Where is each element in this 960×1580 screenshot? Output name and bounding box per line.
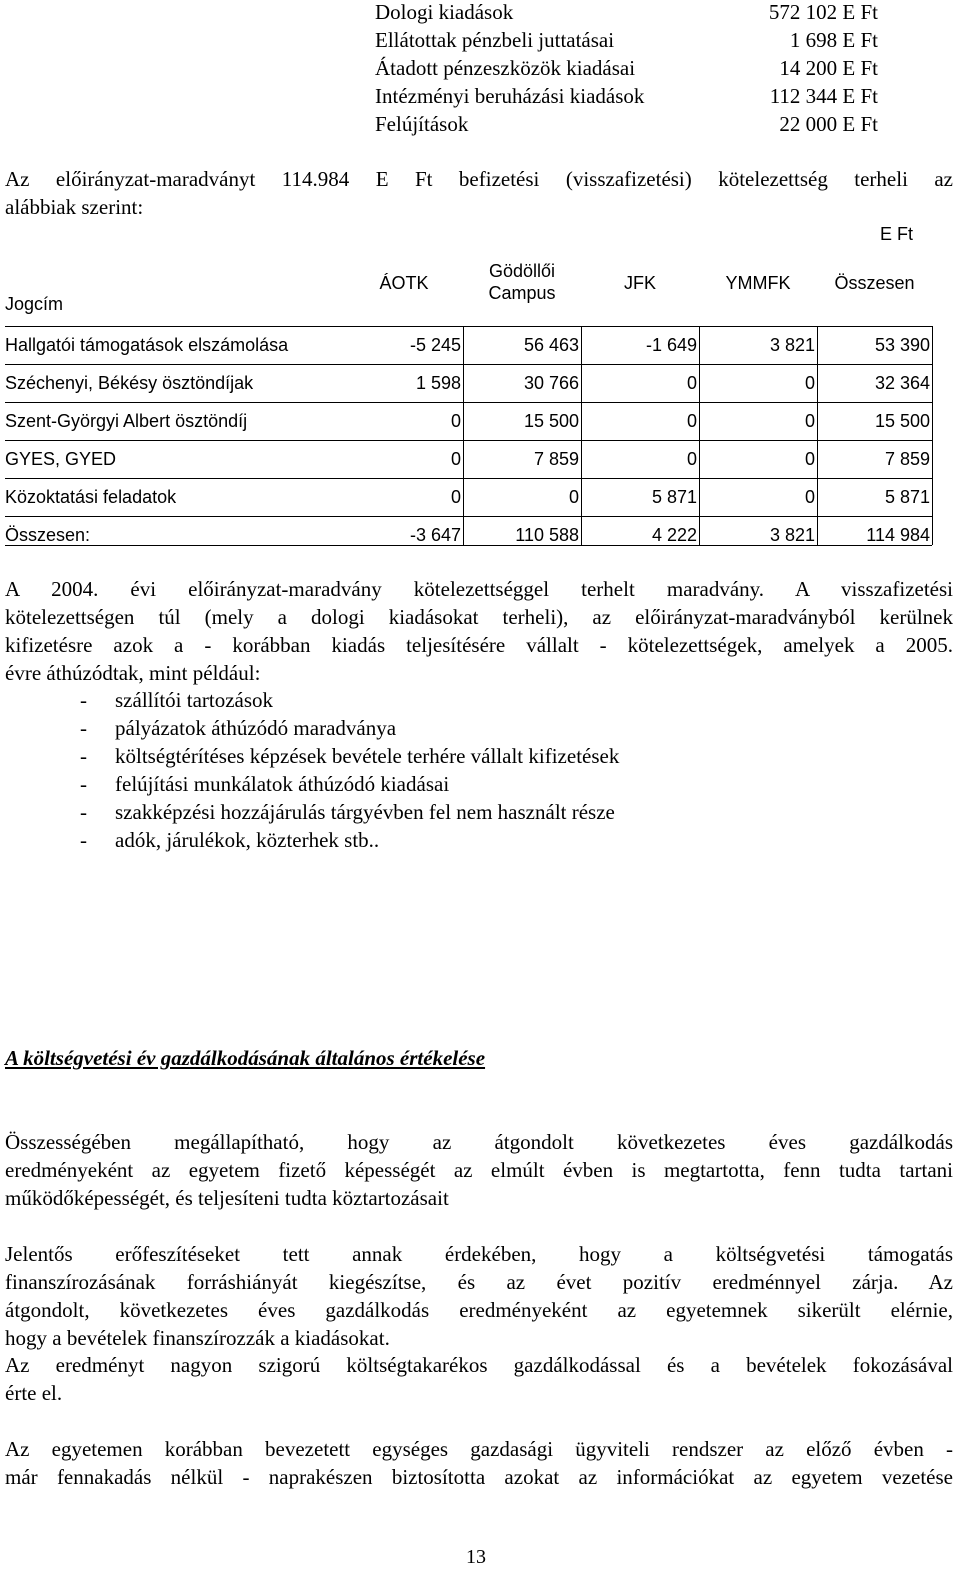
cell-ymmfk: 0 — [804, 487, 815, 507]
expense-row — [375, 0, 878, 26]
table-row — [5, 478, 932, 516]
list-item-text: felújítási munkálatok áthúzódó kiadásai — [115, 772, 450, 796]
cell-ymmfk: 3 821 — [769, 335, 815, 355]
expense-value: 572 102 E Ft — [768, 0, 878, 24]
expense-value: 22 000 E Ft — [779, 112, 878, 136]
bullet-dash: - — [80, 828, 87, 852]
cell-godollo: 110 588 — [515, 525, 579, 545]
table-rule — [699, 326, 700, 545]
row-label: Összesen: — [5, 525, 91, 545]
cell-total: 15 500 — [874, 411, 930, 431]
text-line: alábbiak szerint: — [5, 195, 144, 219]
row-label: Közoktatási feladatok — [5, 487, 177, 507]
text-line: átgondolt, következetes éves gazdálkodás eredményeként az egyetemnek sikerült elérnie, — [5, 1298, 953, 1322]
paragraph-ugyviteli — [5, 1435, 953, 1491]
cell-ymmfk: 3 821 — [769, 525, 815, 545]
row-label: Hallgatói támogatások elszámolása — [5, 335, 289, 355]
table-rule — [5, 364, 932, 365]
header-aotk: ÁOTK — [379, 273, 429, 293]
expense-row — [375, 54, 878, 82]
bullet-dash: - — [80, 716, 87, 740]
table-row — [5, 364, 932, 402]
table-rule — [581, 326, 582, 545]
cell-aotk: -3 647 — [409, 525, 461, 545]
header-total: Összesen — [834, 273, 915, 293]
header-godollo-line1: Gödöllői — [488, 261, 556, 281]
cell-jfk: 0 — [686, 411, 697, 431]
text-line: Összességében megállapítható, hogy az átgondolt következetes éves gazdálkodás — [5, 1130, 953, 1154]
row-label: Széchenyi, Békésy ösztöndíjak — [5, 373, 254, 393]
header-jogcim: Jogcím — [5, 294, 64, 314]
table-row — [5, 402, 932, 440]
bullet-dash: - — [80, 688, 87, 712]
cell-godollo: 0 — [568, 487, 579, 507]
header-godollo — [463, 260, 581, 304]
expense-label: Felújítások — [375, 112, 469, 136]
cell-ymmfk: 0 — [804, 373, 815, 393]
cell-aotk: 0 — [450, 411, 461, 431]
cell-godollo: 30 766 — [523, 373, 579, 393]
table-rule — [5, 545, 932, 546]
text-line: kötelezettségen túl (mely a dologi kiadásokat terheli), az előirányzat-maradványból kerülnek — [5, 605, 953, 629]
cell-aotk: 1 598 — [415, 373, 461, 393]
paragraph-osszessegeben — [5, 1128, 953, 1212]
table-rule — [5, 440, 932, 441]
text-line: eredményeként az egyetem fizető képességét az elmúlt évben is megtartotta, fenn tudta tartani — [5, 1158, 953, 1182]
bullet-dash: - — [80, 744, 87, 768]
table-rule — [5, 402, 932, 403]
expense-row — [375, 26, 878, 54]
text-line: működőképességét, és teljesíteni tudta köztartozásait — [5, 1186, 449, 1210]
expense-value: 112 344 E Ft — [769, 84, 878, 108]
paragraph-jelentos — [5, 1240, 953, 1352]
table-row — [5, 326, 932, 364]
row-label: GYES, GYED — [5, 449, 117, 469]
text-line: Jelentős erőfeszítéseket tett annak érdekében, hogy a költségvetési támogatás — [5, 1242, 953, 1266]
header-jfk: JFK — [623, 273, 656, 293]
cell-godollo: 56 463 — [523, 335, 579, 355]
cell-godollo: 15 500 — [523, 411, 579, 431]
table-rule — [5, 478, 932, 479]
text-line: már fennakadás nélkül - naprakészen biztosította azokat az információkat az egyetem vezetése — [5, 1465, 953, 1489]
table-rule — [932, 326, 933, 545]
list-item-text: pályázatok áthúzódó maradványa — [115, 716, 397, 740]
table-unit: E Ft — [880, 224, 914, 244]
expense-label: Ellátottak pénzbeli juttatásai — [375, 28, 615, 52]
expense-label: Dologi kiadások — [375, 0, 514, 24]
table-rule — [5, 516, 932, 517]
expense-value: 14 200 E Ft — [779, 56, 878, 80]
text-line: finanszírozásának forráshiányát kiegészítse, és az évet pozitív eredménnyel zárja. Az — [5, 1270, 953, 1294]
table-row — [5, 440, 932, 478]
text-line: hogy a bevételek finanszírozzák a kiadásokat. — [5, 1326, 390, 1350]
list-item-text: szakképzési hozzájárulás tárgyévben fel nem használt része — [115, 800, 615, 824]
table-row-total — [5, 516, 932, 554]
expense-label: Átadott pénzeszközök kiadásai — [375, 56, 636, 80]
cell-jfk: 0 — [686, 373, 697, 393]
text-line: A 2004. évi előirányzat-maradvány kötelezettséggel terhelt maradvány. A visszafizetési — [5, 577, 953, 601]
expense-row — [375, 82, 878, 110]
cell-jfk: 0 — [686, 449, 697, 469]
cell-total: 53 390 — [874, 335, 930, 355]
paragraph-eredmeny — [5, 1351, 953, 1407]
cell-total: 7 859 — [884, 449, 930, 469]
text-line: évre áthúzódtak, mint például: — [5, 661, 261, 685]
row-label: Szent-Györgyi Albert ösztöndíj — [5, 411, 248, 431]
cell-jfk: 5 871 — [651, 487, 697, 507]
cell-total: 114 984 — [866, 525, 930, 545]
page-number: 13 — [466, 1546, 486, 1568]
expense-label: Intézményi beruházási kiadások — [375, 84, 645, 108]
cell-ymmfk: 0 — [804, 411, 815, 431]
paragraph-maradvany — [5, 575, 953, 687]
cell-total: 5 871 — [884, 487, 930, 507]
text-line: Az előirányzat-maradványt 114.984 E Ft befizetési (visszafizetési) kötelezettség terheli az — [5, 167, 953, 191]
header-godollo-line2: Campus — [488, 283, 556, 303]
table-rule — [817, 326, 818, 545]
section-title: A költségvetési év gazdálkodásának általános értékelése — [5, 1046, 486, 1070]
cell-total: 32 364 — [874, 373, 930, 393]
expense-value: 1 698 E Ft — [789, 28, 878, 52]
intro-paragraph — [5, 165, 953, 221]
expense-row — [375, 110, 878, 138]
text-line: érte el. — [5, 1381, 63, 1405]
cell-aotk: 0 — [450, 487, 461, 507]
header-ymmfk: YMMFK — [725, 273, 791, 293]
cell-godollo: 7 859 — [533, 449, 579, 469]
text-line: Az egyetemen korábban bevezetett egységes gazdasági ügyviteli rendszer az előző évben - — [5, 1437, 953, 1461]
list-item-text: költségtérítéses képzések bevétele terhére vállalt kifizetések — [115, 744, 620, 768]
table-rule — [463, 326, 464, 545]
cell-jfk: 4 222 — [651, 525, 697, 545]
text-line: Az eredményt nagyon szigorú költségtakarékos gazdálkodással és a bevételek fokozásával — [5, 1353, 953, 1377]
cell-jfk: -1 649 — [645, 335, 697, 355]
bullet-dash: - — [80, 772, 87, 796]
text-line: kifizetésre azok a - korábban kiadás teljesítésére vállalt - kötelezettségek, amelyek a 2005. — [5, 633, 953, 657]
cell-aotk: 0 — [450, 449, 461, 469]
list-item-text: szállítói tartozások — [115, 688, 274, 712]
cell-aotk: -5 245 — [409, 335, 461, 355]
bullet-dash: - — [80, 800, 87, 824]
list-item-text: adók, járulékok, közterhek stb.. — [115, 828, 380, 852]
cell-ymmfk: 0 — [804, 449, 815, 469]
